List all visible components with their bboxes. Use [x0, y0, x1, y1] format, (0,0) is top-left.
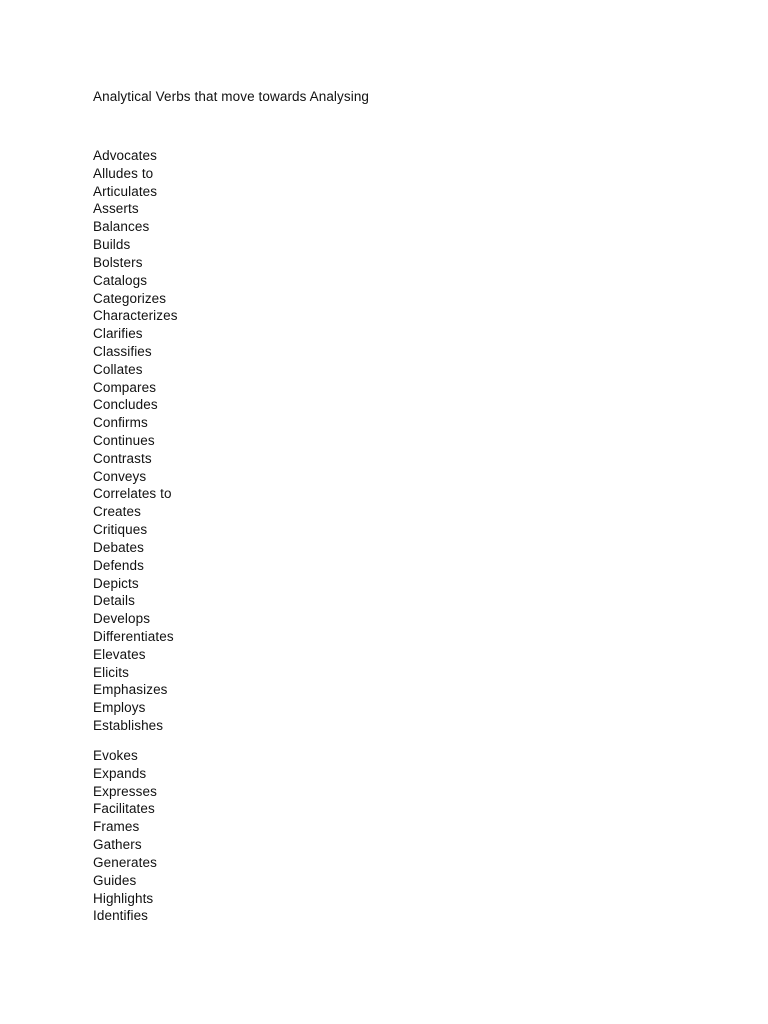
document-title: Analytical Verbs that move towards Analysing	[93, 89, 370, 104]
verb-list-item: Debates	[93, 539, 144, 555]
verb-list-item: Classifies	[93, 343, 152, 359]
verb-list-item: Compares	[93, 379, 157, 395]
verb-list-item: Differentiates	[93, 628, 174, 644]
verb-list-item: Elicits	[93, 664, 129, 680]
verb-list-item: Catalogs	[93, 272, 148, 288]
verb-list-item: Employs	[93, 700, 146, 716]
verb-list-item: Details	[93, 593, 135, 609]
verb-list-item: Depicts	[93, 575, 139, 591]
verb-list-item: Critiques	[93, 522, 148, 538]
verb-list-item: Expresses	[93, 783, 157, 799]
verb-list-item: Identifies	[93, 908, 149, 924]
verb-list-item: Defends	[93, 557, 144, 573]
verb-list-item: Continues	[93, 433, 155, 448]
verb-list-item: Conveys	[93, 468, 147, 484]
verb-list-item: Collates	[93, 361, 143, 377]
verb-list-item: Creates	[93, 504, 141, 520]
verb-list-item: Concludes	[93, 397, 158, 413]
verb-list-item: Articulates	[93, 183, 158, 199]
verb-list-item: Elevates	[93, 646, 146, 662]
verb-list-item: Advocates	[93, 148, 157, 163]
verb-list-item: Confirms	[93, 415, 148, 431]
verb-list-item: Correlates to	[93, 486, 172, 502]
verb-list-item: Highlights	[93, 890, 154, 906]
verb-list-item: Guides	[93, 872, 137, 888]
verb-list-item: Frames	[93, 819, 140, 835]
verb-list-item: Evokes	[93, 748, 138, 763]
verb-list-item: Clarifies	[93, 326, 143, 342]
verb-list-item: Bolsters	[93, 254, 143, 270]
verb-list-item: Alludes to	[93, 165, 154, 181]
verb-list-item: Develops	[93, 611, 151, 627]
verb-list-item: Builds	[93, 237, 131, 253]
verb-list-item: Generates	[93, 854, 157, 870]
verb-list-item: Facilitates	[93, 801, 155, 817]
verb-list-item: Asserts	[93, 201, 139, 217]
verb-list-item: Characterizes	[93, 308, 178, 324]
verb-list-item: Contrasts	[93, 450, 152, 466]
verb-list-item: Expands	[93, 765, 147, 781]
verb-list-item: Balances	[93, 219, 150, 235]
verb-list-item: Emphasizes	[93, 682, 168, 698]
verb-list-group-2	[93, 747, 157, 925]
verb-list-item: Gathers	[93, 837, 142, 853]
verb-list-item: Establishes	[93, 718, 164, 733]
verb-list-item: Categorizes	[93, 290, 167, 306]
verb-list-group-1	[93, 147, 178, 735]
